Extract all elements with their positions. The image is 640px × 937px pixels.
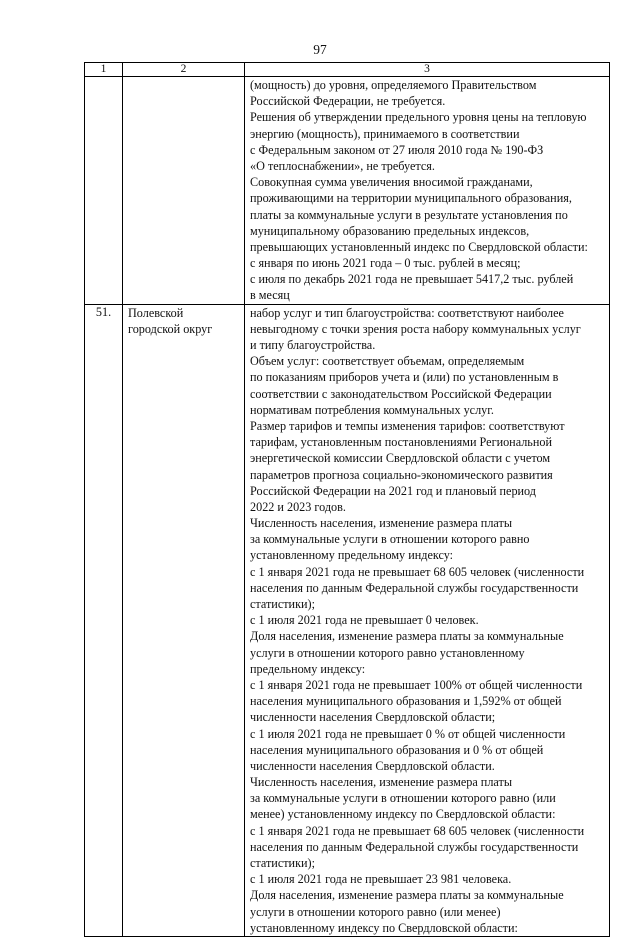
text-line: услуги в отношении которого равно установленному [250,645,525,660]
text-line: и типу благоустройства. [250,338,376,352]
text-line: проживающими на территории муниципального образования, [250,191,572,206]
text-line: менее) установленному индексу по Свердловской области: [250,807,556,822]
text-line: за коммунальные услуги в отношении которого равно [250,532,530,547]
text-line: муниципальному образованию предельных индексов, [250,223,530,238]
row-text-cell [245,304,610,936]
text-line: с июля по декабрь 2021 года не превышает 5417,2 тыс. рублей [250,272,574,287]
table-row-continuation [85,77,610,305]
text-line: населения по данным Федеральной службы государственности [250,839,579,854]
continuation-text-cell [245,77,610,305]
text-line: параметров прогноза социально-экономического развития [250,467,553,482]
text-line: статистики); [250,597,315,611]
text-line: Численность населения, изменение размера платы [250,516,513,531]
text-line: Доля населения, изменение размера платы за коммунальные [250,629,564,644]
text-line: установленному предельному индексу: [250,548,454,563]
text-line: превышающих установленный индекс по Свердловской области: [250,239,588,254]
text-line: населения муниципального образования и 0 % от общей [250,742,544,757]
document-table [84,62,610,937]
text-line: соответствии с законодательством Российской Федерации [250,386,552,401]
text-line: Доля населения, изменение размера платы за коммунальные [250,888,564,903]
text-line: платы за коммунальные услуги в результате установления по [250,207,568,222]
text-line: с 1 января 2021 года не превышает 100% от общей численности [250,677,583,692]
text-line: с 1 июля 2021 года не превышает 0 человек. [250,613,479,628]
text-line: с января по июнь 2021 года – 0 тыс. рублей в месяц; [250,256,521,271]
municipality-name [123,304,245,936]
text-line: (мощность) до уровня, определяемого Правительством [250,78,537,92]
text-line: статистики); [250,856,315,870]
text-line: в месяц [250,288,290,303]
text-line: энергию (мощность), принимаемого в соответствии [250,126,520,141]
text-line: Объем услуг: соответствует объемам, определяемым [250,354,525,369]
text-line: с 1 июля 2021 года не превышает 23 981 человека. [250,872,512,887]
text-line: 2022 и 2023 годов. [250,499,346,514]
table-row-51 [85,304,610,936]
text-line: численности населения Свердловской области. [250,758,495,773]
text-line: предельному индексу: [250,661,366,676]
text-line: Размер тарифов и темпы изменения тарифов: соответствуют [250,418,565,433]
continuation-name-cell [123,77,245,305]
text-line: энергетической комиссии Свердловской области с учетом [250,451,551,466]
text-line: с 1 января 2021 года не превышает 68 605 человек (численности [250,823,585,838]
text-line: численности населения Свердловской области; [250,710,496,725]
municipality-name-line: городской округ [128,321,213,336]
text-line: невыгодному с точки зрения роста набору коммунальных услуг [250,321,581,336]
text-line: Российской Федерации на 2021 год и плановый период [250,483,536,498]
text-line: нормативам потребления коммунальных услуг. [250,402,494,417]
text-line: Решения об утверждении предельного уровня цены на тепловую [250,110,587,125]
table-header-row [85,63,610,77]
text-line: по показаниям приборов учета и (или) по установленным в [250,370,559,385]
text-line: Совокупная сумма увеличения вносимой гражданами, [250,175,533,190]
row-number: 51. [85,304,123,936]
text-line: за коммунальные услуги в отношении которого равно (или [250,791,556,806]
text-line: с 1 июля 2021 года не превышает 0 % от общей численности [250,726,566,741]
municipality-name-line: Полевской [128,305,184,320]
text-line: услуги в отношении которого равно (или менее) [250,904,501,919]
text-line: населения по данным Федеральной службы государственности [250,580,579,595]
text-line: «О теплоснабжении», не требуется. [250,158,435,173]
header-col-1: 1 [85,63,123,77]
text-line: набор услуг и тип благоустройства: соответствуют наиболее [250,305,564,320]
text-line: установленному индексу по Свердловской области: [250,920,518,935]
page-number: 97 [313,42,327,57]
text-line: с 1 января 2021 года не превышает 68 605 человек (численности [250,564,585,579]
text-line: населения муниципального образования и 1,592% от общей [250,694,562,709]
header-col-2: 2 [123,63,245,77]
continuation-number-cell [85,77,123,305]
text-line: Российской Федерации, не требуется. [250,94,446,109]
header-col-3: 3 [245,63,610,77]
text-line: Численность населения, изменение размера платы [250,775,513,790]
text-line: с Федеральным законом от 27 июля 2010 года № 190-ФЗ [250,142,544,157]
text-line: тарифам, установленным постановлениями Региональной [250,435,552,450]
